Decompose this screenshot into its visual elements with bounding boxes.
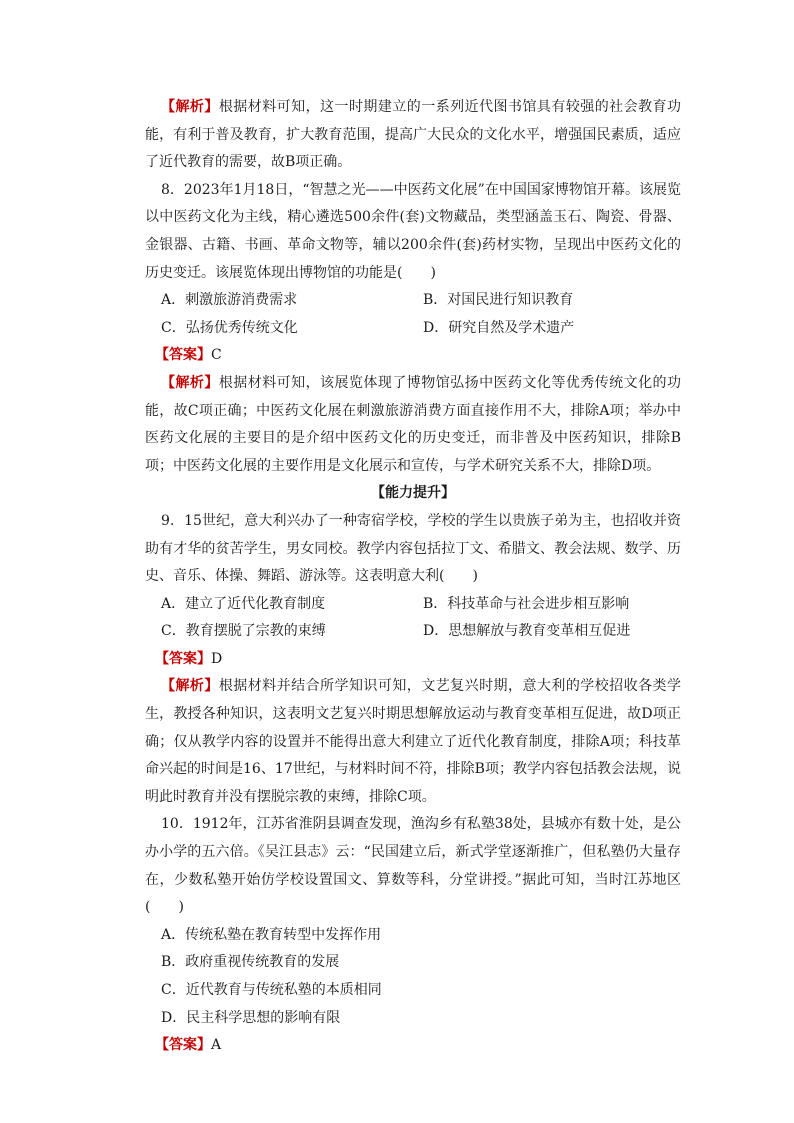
q10-stem: 10．1912年，江苏省淮阴县调查发现，渔沟乡有私塾38处，县城亦有数十处，是公办小学的五六倍。《吴江县志》云：“民国建立后，新式学堂逐渐推广，但私塾仍大量存在，少数私塾开始仿学校设置国文、算数等科，分堂讲授。”据此可知，当时江苏地区( ) — [145, 816, 681, 916]
q9-options-row-2 — [145, 618, 681, 646]
q9-option-a: A．建立了近代化教育制度 — [161, 595, 326, 612]
q8-option-c: C．弘扬优秀传统文化 — [161, 319, 298, 336]
q9-answer — [145, 646, 681, 674]
analysis-label: 【解析】 — [161, 99, 219, 115]
q8-options-row-1 — [145, 287, 681, 315]
q10-option-c: C．近代教育与传统私塾的本质相同 — [161, 982, 382, 998]
q8-answer-value: C — [211, 347, 222, 364]
q8-option-a: A．刺激旅游消费需求 — [161, 292, 298, 309]
q10-option-a: A．传统私塾在教育转型中发挥作用 — [161, 926, 382, 943]
answer-label: 【答案】 — [155, 347, 211, 364]
answer-label: 【答案】 — [155, 1037, 211, 1054]
q9-option-c: C．教育摆脱了宗教的束缚 — [161, 623, 326, 640]
q8-analysis-text: 根据材料可知，该展览体现了博物馆弘扬中医药文化等优秀传统文化的功能，故C项正确；中医药文化展在刺激旅游消费方面直接作用不大，排除A项；举办中医药文化展的主要目的是介绍中医药文化的历史变迁，而非普及中医药知识，排除B项；中医药文化展的主要作用是文化展示和宣传，与学术研究关系不大，排除D项。 — [145, 374, 682, 474]
q8-option-d: D．研究自然及学术遗产 — [423, 319, 575, 336]
q9-options-row-1 — [145, 591, 681, 619]
q9-option-d: D．思想解放与教育变革相互促进 — [423, 623, 631, 640]
q10-answer — [145, 1032, 681, 1060]
q7-analysis — [145, 94, 681, 177]
document-body — [145, 94, 681, 1060]
q9-analysis — [145, 673, 681, 811]
q8-options-row-2 — [145, 315, 681, 343]
answer-label: 【答案】 — [155, 650, 211, 667]
q8-option-b: B．对国民进行知识教育 — [423, 292, 574, 309]
q7-analysis-text: 根据材料可知，这一时期建立的一系列近代图书馆具有较强的社会教育功能，有利于普及教育，扩大教育范围，提高广大民众的文化水平，增强国民素质，适应了近代教育的需要，故B项正确。 — [145, 99, 682, 171]
q10-option-b: B．政府重视传统教育的发展 — [161, 954, 340, 971]
analysis-label: 【解析】 — [161, 374, 219, 391]
q10-option-d: D．民主科学思想的影响有限 — [161, 1009, 341, 1026]
analysis-label: 【解析】 — [161, 678, 219, 695]
section-title: 【能力提升】 — [371, 485, 455, 502]
q8-analysis — [145, 370, 681, 480]
q9-answer-value: D — [211, 650, 223, 667]
q9-stem: 9．15世纪，意大利兴办了一种寄宿学校，学校的学生以贵族子弟为主，也招收并资助有才华的贫苦学生，男女同校。教学内容包括拉丁文、希腊文、教会法规、数学、历史、音乐、体操、舞蹈、游泳等。这表明意大利( ) — [145, 512, 681, 585]
q8-stem: 8．2023年1月18日，“智慧之光——中医药文化展”在中国国家博物馆开幕。该展览以中医药文化为主线，精心遴选500余件(套)文物藏品，类型涵盖玉石、陶瓷、骨器、金银器、古籍、书画、革命文物等，辅以200余件(套)药材实物，呈现出中医药文化的历史变迁。该展览体现出博物馆的功能是( ) — [145, 181, 681, 281]
q8-answer — [145, 342, 681, 370]
q9-analysis-text: 根据材料并结合所学知识可知，文艺复兴时期，意大利的学校招收各类学生，教授各种知识，这表明文艺复兴时期思想解放运动与教育变革相互促进，故D项正确；仅从教学内容的设置并不能得出意大利建立了近代化教育制度，排除A项；科技革命兴起的时间是16、17世纪，与材料时间不符，排除B项；教学内容包括教会法规，说明此时教育并没有摆脱宗教的束缚，排除C项。 — [145, 678, 682, 805]
q10-answer-value: A — [211, 1037, 222, 1054]
q9-option-b: B．科技革命与社会进步相互影响 — [423, 595, 630, 612]
